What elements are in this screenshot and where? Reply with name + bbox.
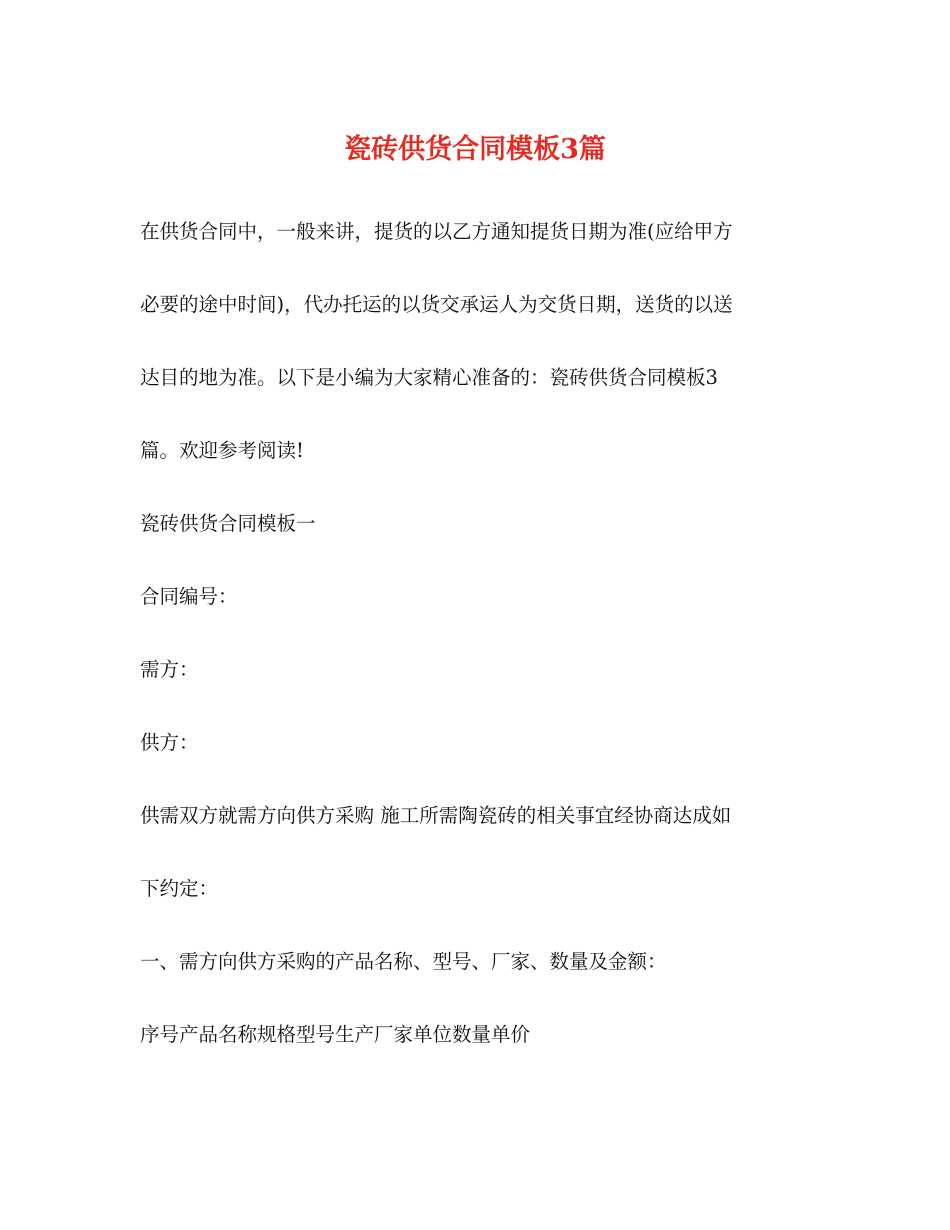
intro-line-4: 篇。欢迎参考阅读! — [140, 439, 304, 462]
agreement-line-1: 供需双方就需方向供方采购 施工所需陶瓷砖的相关事宜经协商达成如 — [140, 804, 732, 827]
intro-line-1: 在供货合同中，一般来讲，提货的以乙方通知提货日期为准(应给甲方 — [140, 220, 733, 243]
table-header: 序号产品名称规格型号生产厂家单位数量单价 — [140, 1023, 531, 1046]
clause-one: 一、需方向供方采购的产品名称、型号、厂家、数量及金额： — [140, 950, 667, 973]
document-title: 瓷砖供货合同模板3篇 — [344, 134, 606, 165]
section-heading: 瓷砖供货合同模板一 — [140, 512, 316, 535]
agreement-line-2: 下约定： — [140, 877, 219, 900]
buyer-label: 需方： — [140, 658, 199, 681]
intro-line-2: 必要的途中时间)，代办托运的以货交承运人为交货日期，送货的以送 — [140, 293, 733, 316]
supplier-label: 供方： — [140, 731, 199, 754]
contract-number-label: 合同编号： — [140, 585, 238, 608]
intro-line-3: 达目的地为准。以下是小编为大家精心准备的：瓷砖供货合同模板3 — [140, 366, 718, 389]
